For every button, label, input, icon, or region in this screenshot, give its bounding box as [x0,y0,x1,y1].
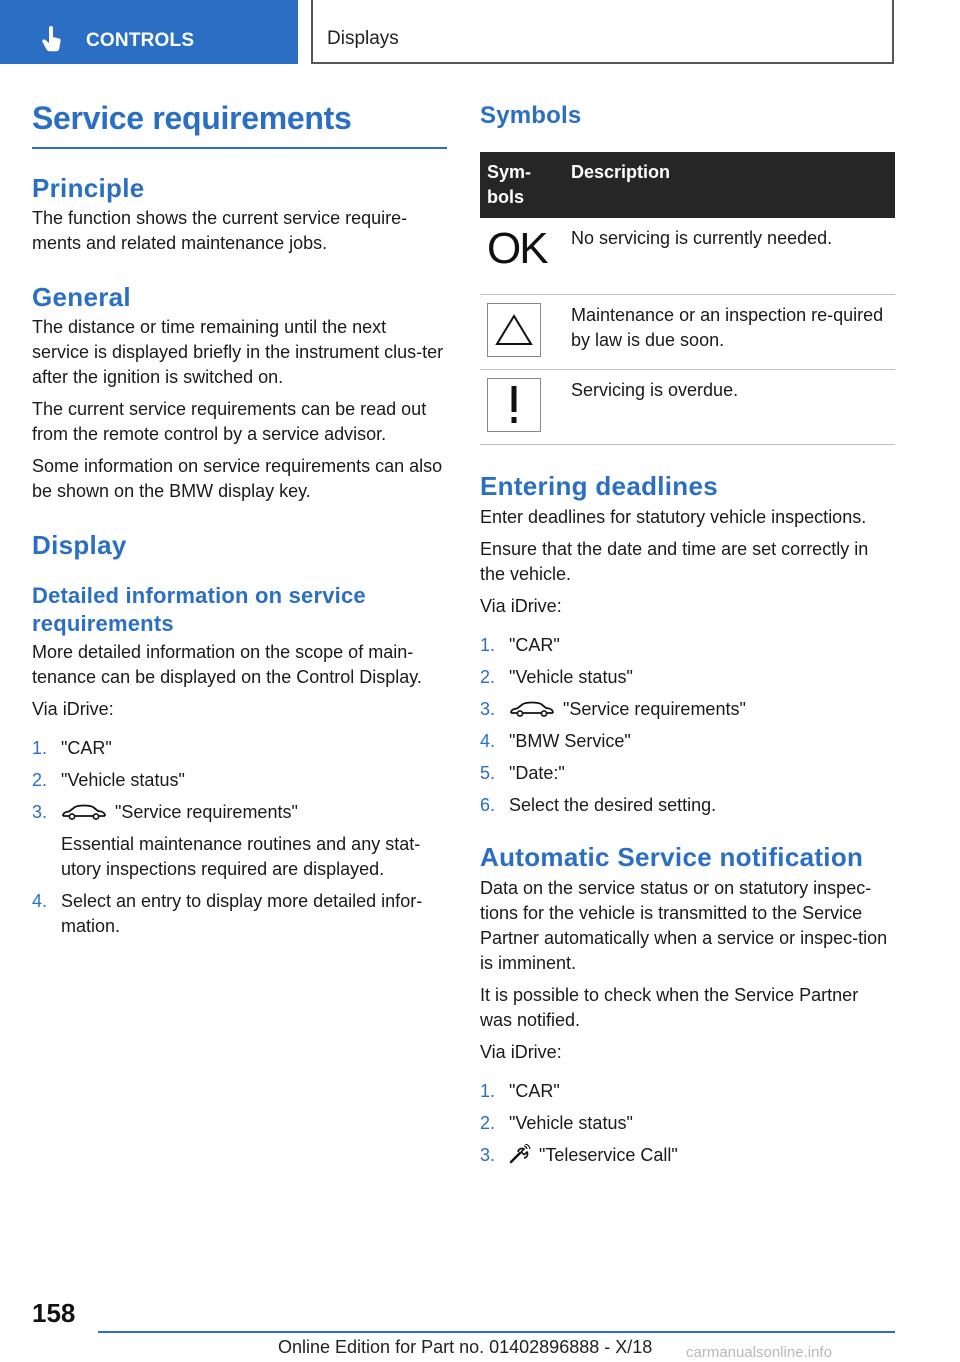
list-item: 1. "CAR" [480,634,560,655]
list-item: 6. Select the desired setting. [480,794,717,815]
list-item: 2. "Vehicle status" [480,1112,633,1133]
wrench-signal-icon [509,1144,531,1164]
list-item: 2. "Vehicle status" [32,770,185,790]
list-item: 2. "Vehicle status" [480,666,633,687]
column-header-description: Description [564,152,895,218]
deadlines-heading: Entering deadlines [480,470,719,501]
auto-notification-text-1: Data on the service status or on statutory inspec-tions for the vehicle is transmitted to the Service Partner automatically when a service or inspec-tion is imminent. [480,877,888,973]
general-text-2: The current service requirements can be read out from the remote control by a service advisor. [32,399,427,444]
detailed-info-text: More detailed information on the scope of main-tenance can be displayed on the Control Display. [32,642,422,687]
principle-text: The function shows the current service require-ments and related maintenance jobs. [32,208,408,253]
left-column [32,100,447,939]
page-number: 158 [32,1298,76,1328]
general-text-3: Some information on service requirements can also be shown on the BMW display key. [32,456,443,501]
auto-notification-heading: Automatic Service notification [480,841,864,872]
detailed-info-heading: Detailed information on service requirements [32,583,366,636]
via-idrive-label: Via iDrive: [32,699,114,719]
ok-icon: OK [487,224,547,273]
section-tab[interactable] [0,0,298,64]
section-label: CONTROLS [86,30,195,51]
deadline-steps [480,633,895,818]
deadlines-text-1: Enter deadlines for statutory vehicle inspections. [480,506,867,527]
list-item: 3. "Teleservice Call" [480,1144,678,1165]
table-header-row [480,152,895,218]
via-idrive-label: Via iDrive: [480,1041,562,1062]
step-note: Essential maintenance routines and any stat-utory inspections required are displayed. [61,834,421,879]
car-icon [509,701,555,717]
list-item: 3. "Service requirements" [480,698,746,719]
warning-triangle-icon [487,303,541,357]
exclamation-icon [487,378,541,432]
symbol-description: Maintenance or an inspection re-quired by law is due soon. [564,294,895,369]
teleservice-steps [480,1079,895,1168]
hand-pointer-icon [40,26,64,54]
chapter-tab[interactable] [311,0,894,64]
edition-note: Online Edition for Part no. 01402896888 - X/18 [278,1337,653,1357]
deadlines-text-2: Ensure that the date and time are set correctly in the vehicle. [480,538,869,584]
watermark-site: carmanualsonline.info [686,1344,832,1361]
list-item: 1. "CAR" [480,1080,560,1101]
column-header-symbols: Sym-bols [480,152,564,218]
auto-notification-text-2: It is possible to check when the Service Partner was notified. [480,984,859,1030]
principle-heading: Principle [32,173,145,203]
list-item: 4. "BMW Service" [480,730,631,751]
list-item: 3. "Service requirements" Essential maintenance routines and any stat-utory inspections required are displayed. [32,800,447,882]
car-icon [61,804,107,820]
list-item: 5. "Date:" [480,762,565,783]
general-heading: General [32,282,131,312]
table-row [480,294,895,369]
via-idrive-label: Via iDrive: [480,595,562,616]
table-row [480,369,895,444]
general-text-1: The distance or time remaining until the next service is displayed briefly in the instrument clus-ter after the ignition is switched on. [32,317,444,387]
symbols-heading: Symbols [480,102,582,129]
right-column [480,100,895,1168]
display-heading: Display [32,530,127,560]
chapter-label: Displays [327,28,399,49]
symbol-description: Servicing is overdue. [564,369,895,444]
symbols-table [480,152,895,445]
table-row [480,218,895,294]
display-steps [32,736,447,939]
list-item: 1. "CAR" [32,738,112,758]
page-title: Service requirements [32,100,447,149]
footer-divider [98,1331,895,1333]
list-item: 4. Select an entry to display more detailed infor-mation. [32,891,423,936]
symbol-description: No servicing is currently needed. [564,218,895,294]
